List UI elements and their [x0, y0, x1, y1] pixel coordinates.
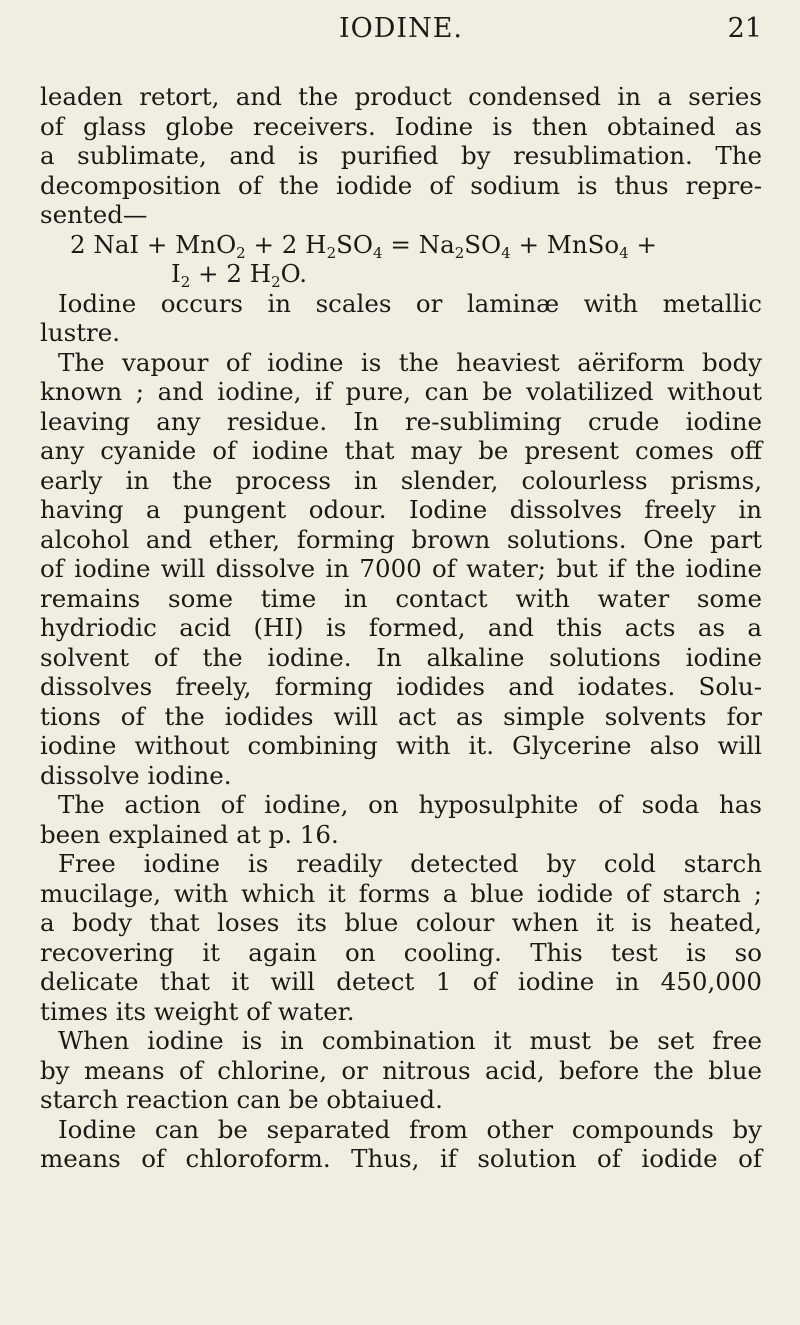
- text-line: a body that loses its blue colour when it is heated,: [40, 908, 762, 937]
- text-line: by means of chlorine, or nitrous acid, before the blue: [40, 1055, 762, 1085]
- text-line: Iodine occurs in scales or laminæ with metallic: [58, 288, 762, 318]
- text-line: of glass globe receivers. Iodine is then obtained as: [40, 111, 762, 141]
- page-number: 21: [727, 13, 762, 44]
- text-line: any cyanide of iodine that may be present comes off: [40, 436, 762, 465]
- text-line: starch reaction can be obtaiued.: [40, 1085, 443, 1114]
- text-line: a sublimate, and is purified by resublimation. The: [40, 141, 762, 170]
- subscript: 2: [454, 243, 465, 262]
- text-line: Iodine can be separated from other compounds by: [58, 1114, 762, 1144]
- chemical-equation-line-1: 2 NaI + MnO$_2$ + 2 $H_2SO_4 = Na_2SO_4$ + MnSo$_4$ +: [70, 229, 658, 262]
- subscript: 4: [619, 243, 629, 262]
- text-line: sented—: [40, 200, 148, 229]
- chemical-equation-line-2: $I_2 + 2$ $H_2O$.: [171, 259, 308, 291]
- text-line: decomposition of the iodide of sodium is thus repre-: [40, 170, 762, 200]
- text-line: iodine without combining with it. Glycerine also will: [40, 731, 762, 760]
- text-line: times its weight of water.: [40, 996, 355, 1026]
- subscript: 2: [326, 243, 337, 262]
- text-line: early in the process in slender, colourless prisms,: [40, 465, 762, 495]
- body-text: [40, 82, 762, 1174]
- text-line: solvent of the iodine. In alkaline solutions iodine: [40, 642, 762, 672]
- text-line: means of chloroform. Thus, if solution of iodide of: [40, 1144, 762, 1173]
- text-line: leaden retort, and the product condensed in a series: [40, 82, 762, 111]
- subscript: 4: [372, 243, 383, 262]
- text-line: The action of iodine, on hyposulphite of soda has: [58, 790, 762, 819]
- text-line: When iodine is in combination it must be set free: [58, 1026, 762, 1055]
- text-line: hydriodic acid (HI) is formed, and this acts as a: [40, 613, 762, 642]
- running-title: IODINE.: [338, 13, 464, 44]
- text-line: dissolve iodine.: [40, 760, 232, 790]
- text-line: been explained at p. 16.: [40, 819, 339, 849]
- text-line: alcohol and ether, forming brown solutions. One part: [40, 524, 762, 554]
- text-line: remains some time in contact with water some: [40, 583, 762, 613]
- text-line: dissolves freely, forming iodides and iodates. Solu-: [40, 672, 762, 701]
- text-line: known ; and iodine, if pure, can be volatilized without: [40, 377, 762, 406]
- subscript: 2: [180, 273, 191, 291]
- text-line: of iodine will dissolve in 7000 of water; but if the iodine: [40, 554, 762, 583]
- subscript: 2: [236, 243, 246, 262]
- text-line: leaving any residue. In re-subliming crude iodine: [40, 406, 762, 436]
- text-line: The vapour of iodine is the heaviest aëriform body: [58, 347, 762, 377]
- text-line: lustre.: [40, 318, 121, 347]
- text-line: delicate that it will detect 1 of iodine in 450,000: [40, 967, 762, 996]
- page-header: [40, 4, 762, 54]
- text-line: Free iodine is readily detected by cold starch: [58, 849, 762, 878]
- subscript: 4: [501, 243, 511, 262]
- subscript: 2: [271, 273, 281, 291]
- text-line: tions of the iodides will act as simple solvents for: [40, 701, 762, 731]
- text-line: mucilage, with which it forms a blue iodide of starch ;: [40, 878, 762, 908]
- text-line: having a pungent odour. Iodine dissolves freely in: [40, 495, 762, 524]
- text-line: recovering it again on cooling. This test is so: [40, 937, 762, 967]
